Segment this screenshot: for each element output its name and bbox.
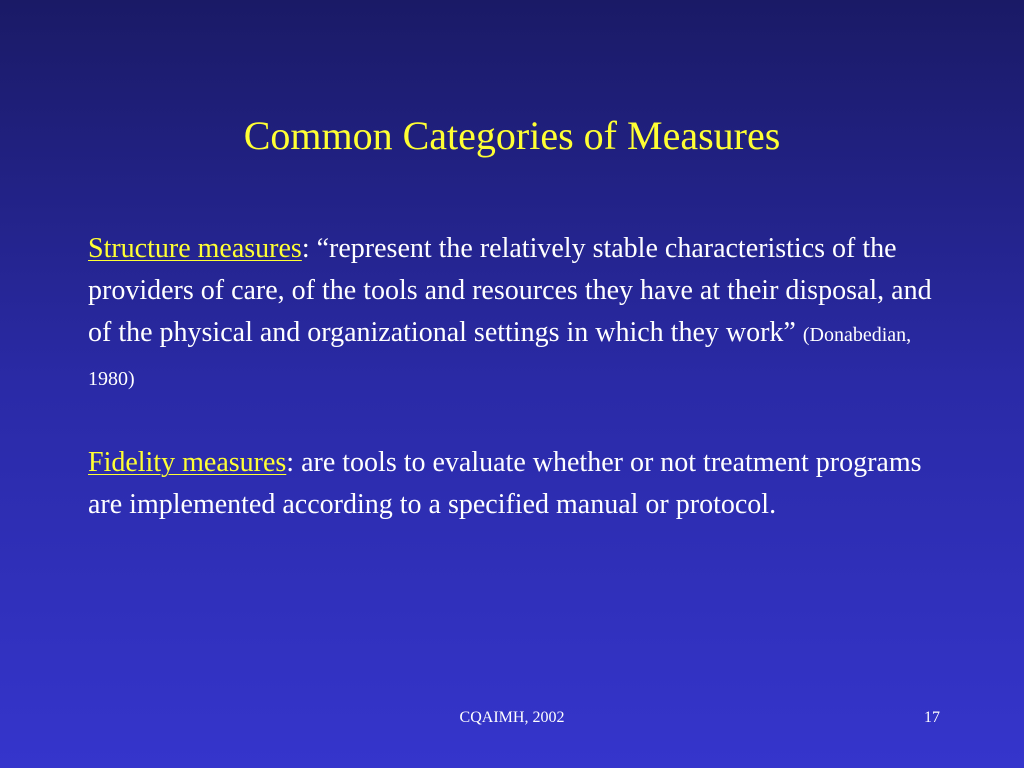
structure-measures-term: Structure measures: [88, 233, 302, 264]
structure-measures-citation: (Donabedian, 1980): [88, 324, 912, 390]
fidelity-measures-definition: are tools to evaluate whether or not treatment programs are implemented according to a specified manual or protocol.: [88, 447, 922, 520]
footer-source: CQAIMH, 2002: [459, 709, 565, 726]
fidelity-measures-term: Fidelity measures: [88, 447, 287, 478]
slide-body: [88, 228, 948, 526]
fidelity-measures-separator: :: [286, 447, 302, 478]
structure-measures-paragraph: [88, 228, 948, 400]
structure-measures-definition: “represent the relatively stable characteristics of the providers of care, of the tools and resources they have at their disposal, and of the physical and organizational settings in which they work”: [88, 233, 932, 348]
fidelity-measures-paragraph: [88, 442, 948, 526]
structure-measures-separator: :: [301, 233, 317, 264]
slide-title: Common Categories of Measures: [243, 113, 781, 158]
slide-number: 17: [924, 709, 940, 726]
